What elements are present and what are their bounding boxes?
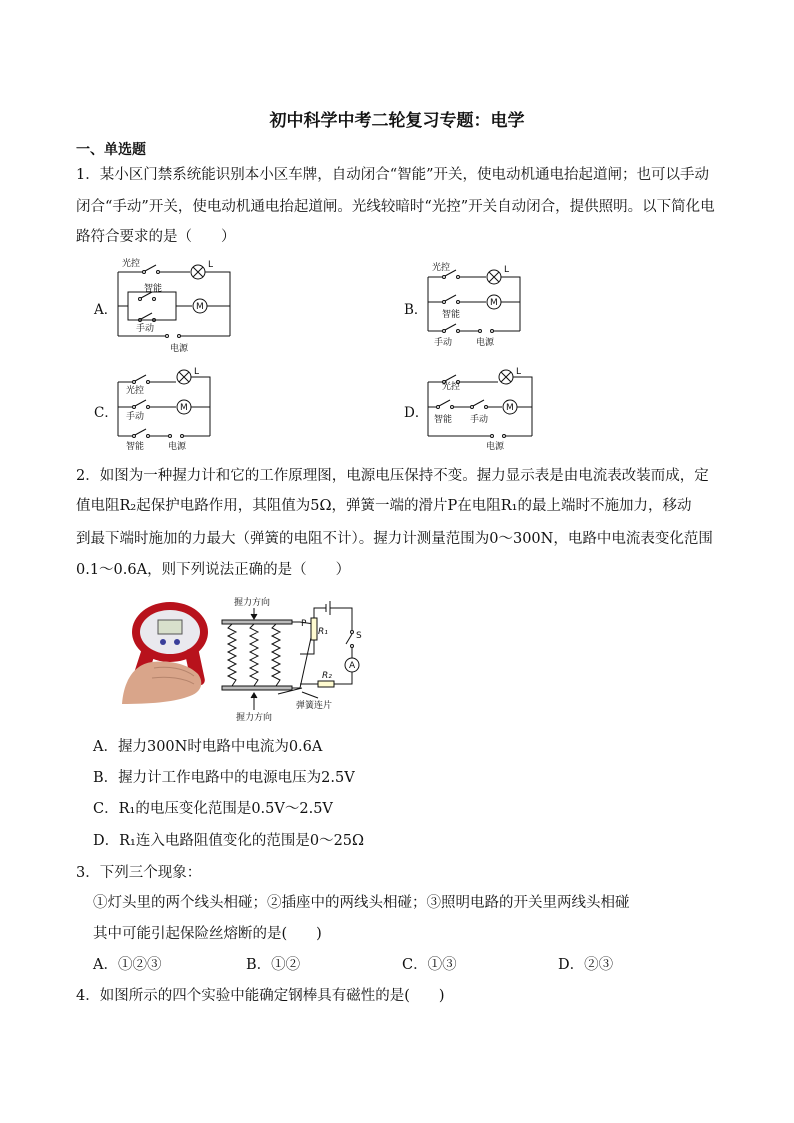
manual-switch-label: 手动 xyxy=(434,338,453,348)
q4-text-line: 4．如图所示的四个实验中能确定钢棒具有磁性的是( ) xyxy=(76,988,445,1004)
force-direction-bottom-label: 握力方向 xyxy=(236,713,273,722)
circuit-diagram-c xyxy=(110,364,220,456)
slider-p-label: P xyxy=(301,619,307,629)
page-title: 初中科学中考二轮复习专题：电学 xyxy=(269,111,525,131)
manual-switch-label: 手动 xyxy=(470,415,489,425)
q1-option-c-label: C． xyxy=(94,405,118,421)
q3-question-line: 其中可能引起保险丝熔断的是( ) xyxy=(93,926,322,942)
q1-text-line: 路符合要求的是（ ） xyxy=(76,229,236,245)
q2-text-line: 0.1～0.6A，则下列说法正确的是（ ） xyxy=(76,562,351,578)
light-control-label: 光控 xyxy=(126,386,145,396)
q2-option-c: C．R₁的电压变化范围是0.5V～2.5V xyxy=(93,801,333,817)
power-label: 电源 xyxy=(476,338,495,348)
q2-option-d: D．R₁连入电路阻值变化的范围是0～25Ω xyxy=(93,833,365,849)
motor-label: M xyxy=(180,403,188,413)
smart-switch-label: 智能 xyxy=(144,284,163,294)
smart-switch-label: 智能 xyxy=(126,442,145,452)
grip-dynamometer-photo xyxy=(118,598,214,704)
section-heading: 一、单选题 xyxy=(76,142,146,158)
manual-switch-label: 手动 xyxy=(126,412,145,422)
q2-text-line: 值电阻R₂起保护电路作用，其阻值为5Ω，弹簧一端的滑片P在电阻R₁的最上端时不施加力，移动 xyxy=(76,498,692,514)
smart-switch-label: 智能 xyxy=(442,310,461,320)
lamp-label: L xyxy=(504,265,510,275)
q1-text-line: 1．某小区门禁系统能识别本小区车牌，自动闭合“智能”开关，使电动机通电抬起道闸；也可以手动 xyxy=(76,167,710,183)
q1-text-line: 闭合“手动”开关，使电动机通电抬起道闸。光线较暗时“光控”开关自动闭合，提供照明。以下简化电 xyxy=(76,199,715,215)
q2-option-a: A．握力300N时电路中电流为0.6A xyxy=(93,739,323,755)
switch-s-label: S xyxy=(356,631,362,641)
r2-label: R₂ xyxy=(322,671,332,681)
grip-principle-diagram xyxy=(218,594,370,722)
ammeter-label: A xyxy=(349,661,356,671)
q1-option-a-label: A． xyxy=(94,302,118,318)
power-label: 电源 xyxy=(486,442,505,452)
motor-label: M xyxy=(196,302,204,312)
r1-label: R₁ xyxy=(318,627,328,637)
q3-text-line: 3．下列三个现象： xyxy=(76,865,202,881)
circuit-diagram-a xyxy=(110,254,240,354)
spring-connector-label: 弹簧连片 xyxy=(296,701,333,711)
circuit-diagram-d xyxy=(420,364,540,456)
q3-option-a: A．①②③ xyxy=(93,957,162,973)
light-control-label: 光控 xyxy=(122,259,141,269)
light-control-label: 光控 xyxy=(442,382,461,392)
q3-option-c: C．①③ xyxy=(402,957,457,973)
q2-text-line: 到最下端时施加的力最大（弹簧的电阻不计）。握力计测量范围为0～300N，电路中电流表变化范围 xyxy=(76,531,713,547)
q1-option-b-label: B． xyxy=(404,302,428,318)
motor-label: M xyxy=(490,298,498,308)
q3-phenomena-line: ①灯头里的两个线头相碰；②插座中的两线头相碰；③照明电路的开关里两线头相碰 xyxy=(93,895,630,911)
q3-option-d: D．②③ xyxy=(558,957,614,973)
circuit-diagram-b xyxy=(420,259,530,351)
lamp-label: L xyxy=(194,367,200,377)
smart-switch-label: 智能 xyxy=(434,415,453,425)
manual-switch-label: 手动 xyxy=(136,324,155,334)
q2-text-line: 2．如图为一种握力计和它的工作原理图，电源电压保持不变。握力显示表是由电流表改装而成，定 xyxy=(76,468,709,484)
force-direction-top-label: 握力方向 xyxy=(234,598,271,608)
motor-label: M xyxy=(506,403,514,413)
lamp-label: L xyxy=(208,260,214,270)
power-label: 电源 xyxy=(170,344,189,354)
lamp-label: L xyxy=(516,367,522,377)
power-label: 电源 xyxy=(168,442,187,452)
q1-option-d-label: D． xyxy=(404,405,429,421)
q3-option-b: B．①② xyxy=(246,957,301,973)
q2-option-b: B．握力计工作电路中的电源电压为2.5V xyxy=(93,770,355,786)
light-control-label: 光控 xyxy=(432,263,451,273)
